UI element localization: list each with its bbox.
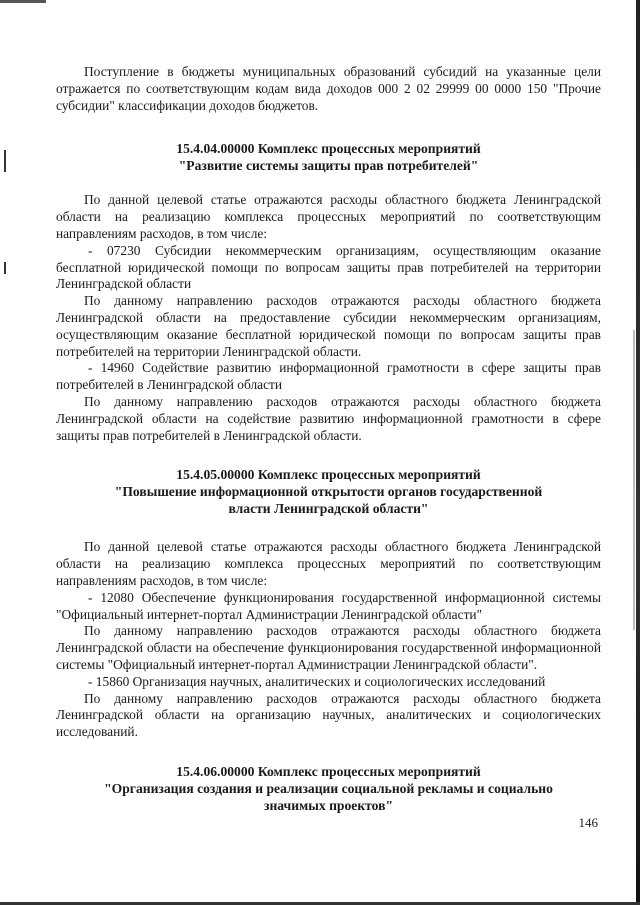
list-item-description: По данному направлению расходов отражаются расходы областного бюджета Ленинградской области на обеспечение функционирования государственной информационной системы "Официальный интернет-портал Администрации Ленинградской области". (56, 623, 601, 672)
scan-artifact-top (0, 0, 46, 3)
document-body (56, 64, 601, 814)
section-heading-title-cont: власти Ленинградской области" (228, 501, 429, 517)
list-item-code: - 07230 Субсидии некоммерческим организациям, осуществляющим оказание бесплатной юридической помощи по вопросам защиты прав потребителей на территории Ленинградской области (56, 242, 601, 292)
section-heading-title-cont: значимых проектов" (263, 797, 393, 813)
scan-artifact-right-edge (636, 0, 640, 905)
scan-artifact-right-line (633, 330, 635, 630)
list-item-description: По данному направлению расходов отражаются расходы областного бюджета Ленинградской области на содействие развитию информационной грамотности в сфере защиты прав потребителей в Ленинградской области. (56, 393, 601, 443)
section-heading-code: 15.4.06.00000 Комплекс процессных мероприятий (176, 763, 481, 779)
section-lead-paragraph: По данной целевой статье отражаются расходы областного бюджета Ленинградской области на реализацию комплекса процессных мероприятий по соответствующим направлениям расходов, в том числе: (56, 192, 601, 241)
list-item-code: - 14960 Содействие развитию информационной грамотности в сфере защиты прав потребителей в Ленинградской области (56, 360, 601, 393)
scan-artifact-left-mark (4, 262, 6, 274)
section-lead-paragraph: По данной целевой статье отражаются расходы областного бюджета Ленинградской области на реализацию комплекса процессных мероприятий по соответствующим направлениям расходов, в том числе: (56, 539, 601, 588)
section-heading-title: "Организация создания и реализации социальной рекламы и социально (104, 780, 553, 796)
intro-paragraph: Поступление в бюджеты муниципальных образований субсидий на указанные цели отражается по соответствующим кодам вида доходов 000 2 02 29999 00 0000 150 "Прочие субсидии" классификации доходов бюджетов. (56, 64, 601, 113)
section-heading-code: 15.4.05.00000 Комплекс процессных мероприятий (176, 467, 481, 483)
page-number: 146 (578, 815, 598, 830)
section-heading-title: "Развитие системы защиты прав потребителей" (178, 158, 479, 174)
list-item-code: - 15860 Организация научных, аналитических и социологических исследований (88, 673, 546, 689)
section-heading-code: 15.4.04.00000 Комплекс процессных мероприятий (176, 141, 481, 157)
section-heading-title: "Повышение информационной открытости органов государственной (114, 484, 543, 500)
list-item-description: По данному направлению расходов отражаются расходы областного бюджета Ленинградской области на организацию научных, аналитических и социологических исследований. (56, 690, 601, 740)
list-item-code: - 12080 Обеспечение функционирования государственной информационной системы "Официальный интернет-портал Администрации Ленинградской области" (56, 589, 601, 622)
list-item-description: По данному направлению расходов отражаются расходы областного бюджета Ленинградской области на предоставление субсидии некоммерческим организациям, осуществляющим оказание бесплатной юридической помощи по вопросам защиты прав потребителей на территории Ленинградской области. (56, 293, 601, 359)
scan-artifact-left-mark (4, 150, 6, 172)
